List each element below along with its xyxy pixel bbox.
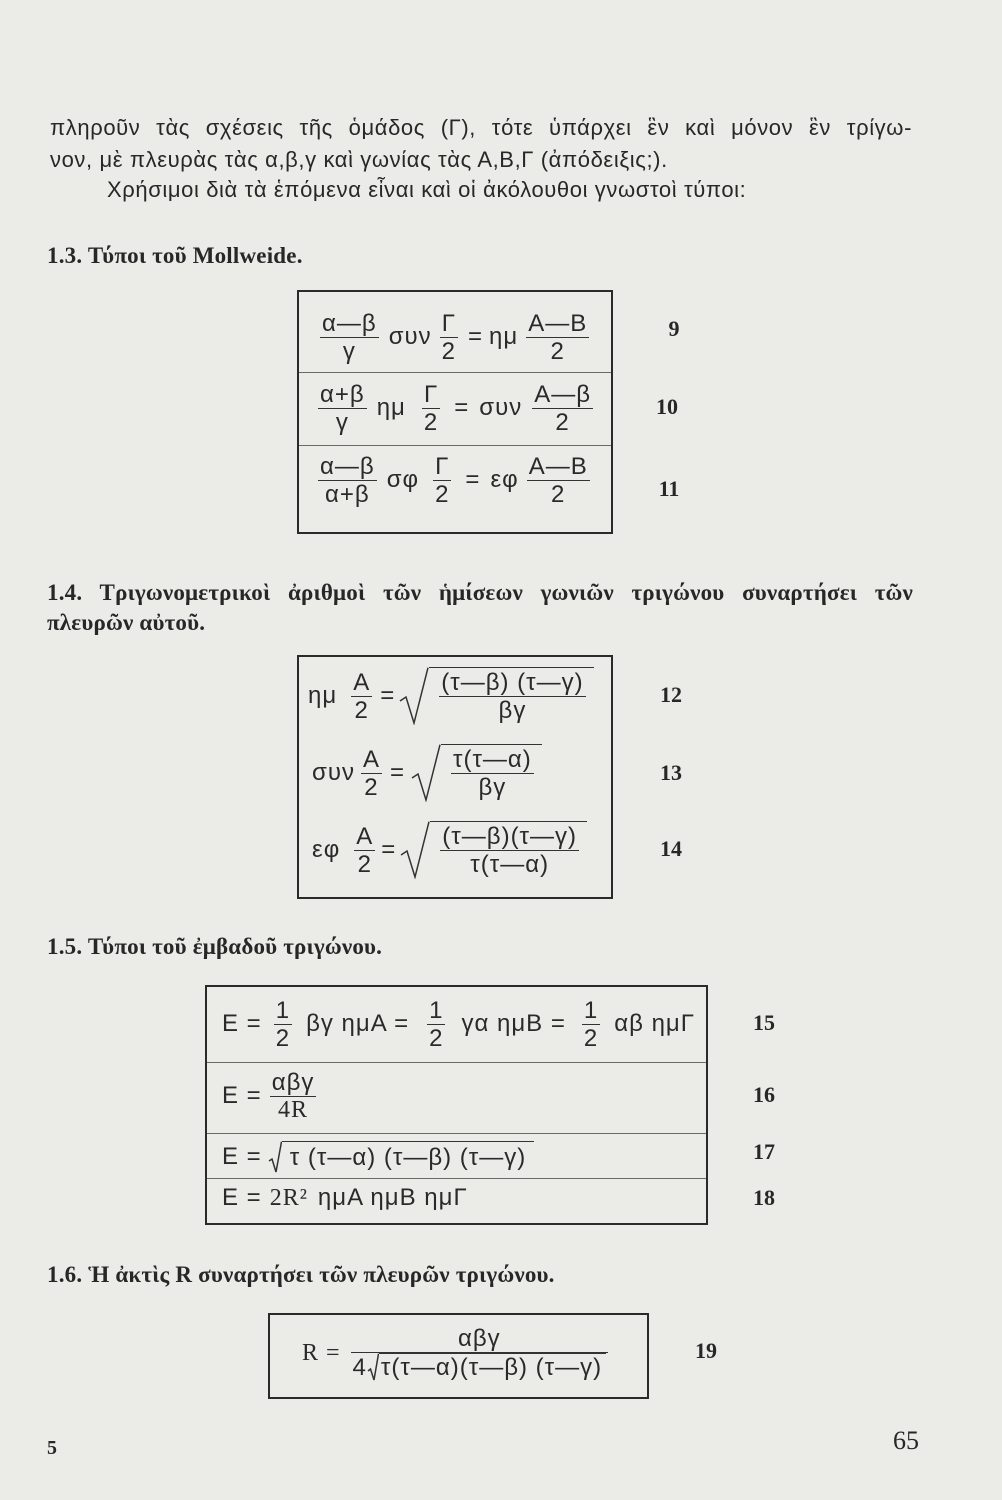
- square-root: [411, 744, 542, 802]
- term: αβ ημΓ: [614, 1010, 695, 1037]
- numerator: (τ—β) (τ—γ): [441, 669, 584, 696]
- radicand: τ(τ—α)(τ—β) (τ—γ): [379, 1353, 606, 1381]
- trig-function: ημ: [489, 323, 519, 350]
- divider: [299, 372, 611, 373]
- equation-number: 10: [656, 394, 678, 419]
- equation-number: 17: [753, 1139, 775, 1164]
- coefficient: 2R²: [269, 1184, 308, 1211]
- equation-number: 13: [660, 760, 682, 785]
- denominator: 2: [423, 408, 439, 436]
- formula-17: [222, 1140, 534, 1174]
- equation-number: 11: [658, 476, 680, 501]
- fraction-angle-difference: [532, 381, 593, 436]
- denominator: 2: [551, 480, 566, 508]
- fraction-sides: [318, 381, 367, 436]
- term: βγ ημΑ =: [306, 1010, 410, 1037]
- fraction: [440, 823, 579, 878]
- radius-lhs: R =: [302, 1339, 341, 1366]
- divider: [207, 1062, 706, 1063]
- radical-sign: [411, 744, 441, 802]
- numerator: τ(τ—α): [452, 746, 532, 773]
- denominator: 2: [555, 408, 570, 436]
- equation-number: 16: [753, 1082, 775, 1107]
- denominator: 2: [354, 696, 369, 724]
- denominator: [351, 1353, 609, 1381]
- square-root: [400, 821, 587, 879]
- term: ημΑ ημΒ ημΓ: [317, 1184, 468, 1211]
- radicand: τ (τ—α) (τ—β) (τ—γ): [282, 1141, 535, 1173]
- fraction-half-angle: [361, 746, 382, 801]
- fraction: [451, 746, 534, 801]
- signature-mark: 5: [47, 1437, 57, 1459]
- section-heading-1-4-line-1: 1.4. Τριγωνομετρικοὶ ἀριθμοὶ τῶν ἡμίσεων γωνιῶν τριγώνου συναρτήσει τῶν: [47, 580, 913, 605]
- equation-number: 9: [668, 316, 680, 341]
- numerator: Α—β: [534, 380, 592, 408]
- fraction-sides: [318, 453, 377, 508]
- numerator: Γ: [433, 453, 451, 481]
- fraction-one-half: [427, 997, 445, 1052]
- numerator: Γ: [422, 381, 440, 409]
- trig-function: ημ: [308, 682, 338, 709]
- area-lhs: Ε =: [222, 1082, 262, 1109]
- area-lhs: Ε =: [222, 1143, 262, 1170]
- numerator: α—β: [322, 309, 377, 337]
- radicand: [429, 667, 593, 725]
- section-heading-1-5: 1.5. Τύποι τοῦ ἐμβαδοῦ τριγώνου.: [47, 934, 383, 959]
- fraction-half-angle: [440, 310, 458, 365]
- formula-18: [222, 1182, 468, 1214]
- formula-9: [320, 304, 589, 370]
- section-heading-1-3: 1.3. Τύποι τοῦ Mollweide.: [47, 243, 303, 268]
- numerator: Γ: [440, 310, 458, 338]
- denominator: γ: [342, 337, 356, 365]
- denominator: 4R: [278, 1096, 309, 1123]
- area-lhs: Ε =: [222, 1010, 262, 1037]
- denominator: 2: [275, 1024, 291, 1052]
- equals-sign: =: [380, 682, 396, 709]
- trig-function: συν: [312, 759, 355, 786]
- denominator: α+β: [324, 480, 370, 508]
- denominator: 2: [441, 337, 456, 365]
- fraction-one-half: [582, 997, 600, 1052]
- fraction: [270, 1069, 317, 1124]
- section-heading-1-4-line-2: πλευρῶν αὐτοῦ.: [47, 610, 206, 635]
- equals-sign: =: [465, 466, 481, 493]
- equals-sign: =: [389, 759, 405, 786]
- radicand: [441, 744, 542, 802]
- term: γα ημΒ =: [461, 1010, 566, 1037]
- numerator: αβγ: [351, 1325, 609, 1353]
- equals-sign: =: [454, 394, 470, 421]
- equals-sign: =: [467, 323, 483, 350]
- equation-number: 15: [753, 1010, 775, 1035]
- fraction-half-angle: [354, 823, 375, 878]
- equation-number: 12: [660, 682, 682, 707]
- numerator: 1: [275, 996, 291, 1024]
- divider: [299, 445, 611, 446]
- fraction: [351, 1325, 609, 1381]
- fraction-half-angle: [422, 381, 440, 436]
- formula-13: [312, 744, 542, 802]
- denominator: βγ: [478, 774, 507, 801]
- numerator: 1: [429, 996, 444, 1024]
- fraction-half-angle: [433, 453, 451, 508]
- denominator: γ: [335, 408, 349, 436]
- formula-14: [312, 821, 587, 879]
- formula-19: [302, 1322, 608, 1384]
- formula-12: [308, 666, 594, 726]
- intro-line-1: πληροῦν τὰς σχέσεις τῆς ὁμάδος (Γ), τότε ὑπάρχει ἓν καὶ μόνον ἓν τρίγω-: [50, 115, 912, 140]
- radical-sign: [399, 667, 429, 725]
- trig-function: συν: [479, 394, 523, 421]
- radical-sign: [268, 1141, 282, 1173]
- divider: [207, 1133, 706, 1134]
- denominator: 2: [364, 773, 379, 801]
- equals-sign: =: [381, 836, 397, 863]
- page-number: 65: [893, 1426, 919, 1455]
- numerator: αβγ: [271, 1068, 315, 1096]
- intro-line-3: Χρήσιμοι διὰ τὰ ἑπόμενα εἶναι καὶ οἱ ἀκόλουθοι γνωστοὶ τύποι:: [107, 177, 747, 202]
- trig-function: συν: [388, 323, 432, 350]
- fraction: [439, 669, 585, 724]
- fraction-sides: [320, 310, 379, 365]
- numerator: Α—Β: [528, 309, 588, 337]
- numerator: α+β: [320, 380, 365, 408]
- formula-11: [318, 449, 590, 511]
- radical-sign: [400, 821, 430, 879]
- denominator: 2: [429, 1024, 444, 1052]
- formula-15: [222, 997, 695, 1051]
- coefficient: 4: [352, 1353, 367, 1381]
- formula-10: [318, 376, 593, 440]
- fraction-half-angle: [351, 669, 372, 724]
- square-root: [268, 1141, 535, 1173]
- equation-number: 19: [695, 1338, 717, 1363]
- section-heading-1-6: 1.6. Ἡ ἀκτὶς R συναρτήσει τῶν πλευρῶν τριγώνου.: [47, 1262, 555, 1287]
- trig-function: σφ: [386, 466, 420, 493]
- denominator: 2: [357, 850, 372, 878]
- divider: [207, 1178, 706, 1179]
- equation-number: 14: [660, 836, 682, 861]
- denominator: 2: [550, 337, 565, 365]
- numerator: Α: [362, 745, 380, 773]
- denominator: τ(τ—α): [470, 851, 550, 878]
- numerator: (τ—β)(τ—γ): [442, 823, 578, 850]
- trig-function: εφ: [312, 836, 341, 863]
- numerator: 1: [583, 996, 599, 1024]
- trig-function: ημ: [376, 394, 406, 421]
- numerator: Α—Β: [528, 452, 588, 480]
- numerator: Α: [353, 668, 371, 696]
- radical-sign: [367, 1353, 379, 1381]
- equation-number: 18: [753, 1185, 775, 1210]
- radicand: [430, 821, 587, 879]
- fraction-angle-difference: [526, 310, 589, 365]
- square-root: [367, 1353, 606, 1381]
- numerator: Α: [356, 822, 374, 850]
- denominator: 2: [583, 1024, 599, 1052]
- denominator: 2: [435, 480, 450, 508]
- trig-function: εφ: [490, 466, 519, 493]
- intro-line-2: νον, μὲ πλευρὰς τὰς α,β,γ καὶ γωνίας τὰς Α,Β,Γ (ἀπόδειξις;).: [50, 147, 668, 172]
- numerator: α—β: [320, 452, 375, 480]
- denominator: βγ: [498, 697, 527, 724]
- square-root: [399, 667, 593, 725]
- fraction-angle-difference: [527, 453, 590, 508]
- area-lhs: Ε =: [222, 1184, 262, 1211]
- formula-16: [222, 1067, 316, 1125]
- fraction-one-half: [274, 997, 292, 1052]
